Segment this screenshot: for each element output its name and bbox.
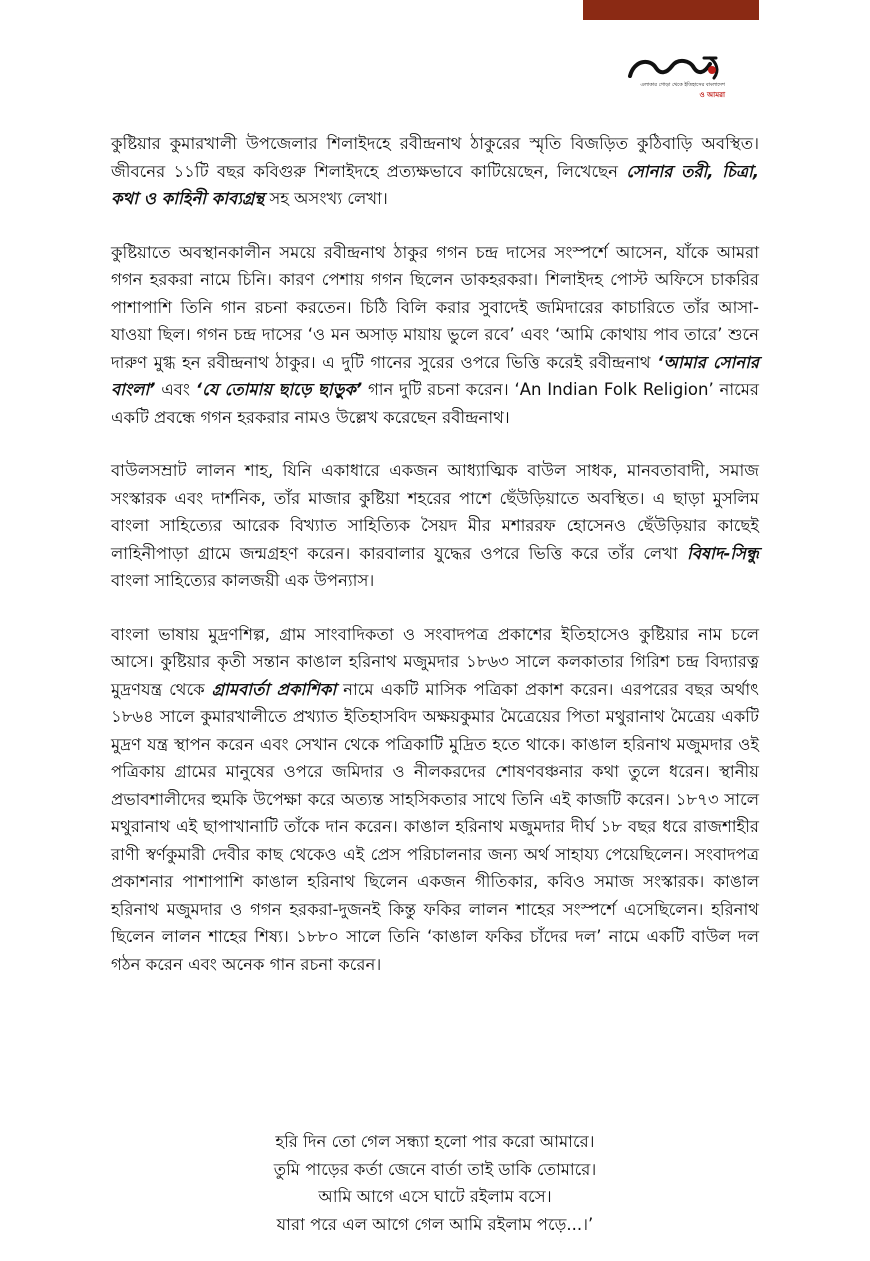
text-segment: বাংলা সাহিত্যের কালজয়ী এক উপন্যাস। — [111, 571, 375, 590]
text-segment: কুষ্টিয়াতে অবস্থানকালীন সময়ে রবীন্দ্রনাথ ঠাকুর গগন চন্দ্র দাসের সংস্পর্শে আসেন, যাঁকে আমরা গগন হরকরা নামে চিনি। কারণ পেশায় গগন ছিলেন ডাকহরকরা। শিলাইদহ পোস্ট অফিসে চাকরির পাশাপাশি তিনি গান রচনা করতেন। চিঠি বিলি করার সুবাদেই জমিদারের কাচারিতে তাঁর আসা-যাওয়া ছিল। গগন চন্দ্র দাসের ‘ও মন অসাড় মায়ায় ভুলে রবে’ এবং ‘আমি কোথায় পাব তারে’ শুনে দারুণ মুগ্ধ হন রবীন্দ্রনাথ ঠাকুর। এ দুটি গানের সুরের ওপরে ভিত্তি করেই রবীন্দ্রনাথ — [111, 242, 759, 372]
publisher-logo — [620, 52, 740, 108]
logo-brand: ও আমরা — [699, 91, 725, 99]
verse-line: তুমি পাড়ের কর্তা জেনে বার্তা তাই ডাকি তোমারে। — [273, 1159, 597, 1179]
logo-wordmark-icon — [620, 52, 740, 86]
paragraph — [111, 130, 759, 213]
paragraph — [111, 621, 759, 979]
verse-line: হরি দিন তো গেল সন্ধ্যা হলো পার করো আমারে। — [275, 1132, 595, 1151]
top-accent-bar — [583, 0, 759, 20]
text-segment: বাউলসম্রাট লালন শাহ, যিনি একাধারে একজন আধ্যাত্মিক বাউল সাধক, মানবতাবাদী, সমাজ সংস্কারক এবং দার্শনিক, তাঁর মাজার কুষ্টিয়া শহরের পাশে ছেঁউড়িয়াতে অবস্থিত। এ ছাড়া মুসলিম বাংলা সাহিত্যের আরেক বিখ্যাত সাহিত্যিক সৈয়দ মীর মশাররফ হোসেনও ছেঁউড়িয়ার কাছেই লাহিনীপাড়া গ্রামে জন্মগ্রহণ করেন। কারবালার যুদ্ধের ওপরে ভিত্তি করে তাঁর লেখা — [111, 461, 759, 563]
paragraph — [111, 457, 759, 595]
periodical-title: গ্রামবার্তা প্রকাশিকা — [211, 679, 337, 699]
text-segment: গান দুটি রচনা করেন। ‘An Indian Folk Religion’ নামের একটি প্রবন্ধে গগন হরকরার নামও উল্লেখ করেছেন রবীন্দ্রনাথ। — [111, 380, 760, 427]
text-segment: সহ অসংখ্য লেখা। — [264, 189, 388, 208]
verse-line: যারা পরে এল আগে গেল আমি রইলাম পড়ে...।’ — [276, 1214, 594, 1234]
song-title: ‘আমার সোনার বাংলা’ — [111, 352, 759, 399]
song-verse — [200, 1128, 670, 1238]
paragraph — [111, 239, 759, 432]
text-segment: বাংলা ভাষায় মুদ্রণশিল্প, গ্রাম সাংবাদিকতা ও সংবাদপত্র প্রকাশের ইতিহাসেও কুষ্টিয়ার নাম চলে আসে। কুষ্টিয়ার কৃতী সন্তান কাঙাল হরিনাথ মজুমদার ১৮৬৩ সালে কলকাতার গিরিশ চন্দ্র বিদ্যারত্ন মুদ্রণযন্ত্র থেকে — [111, 624, 759, 699]
book-titles: সোনার তরী, চিত্রা, কথা ও কাহিনী কাব্যগ্রন্থ — [111, 161, 759, 208]
novel-title: বিষাদ-সিন্ধু — [687, 543, 759, 563]
text-segment: এবং — [155, 380, 196, 399]
text-segment: নামে একটি মাসিক পত্রিকা প্রকাশ করেন। এরপরের বছর অর্থাৎ ১৮৬৪ সালে কুমারখালীতে প্রখ্যাত ইতিহাসবিদ অক্ষয়কুমার মৈত্রেয়ের পিতা মথুরানাথ মৈত্রেয় একটি মুদ্রণ যন্ত্র স্থাপন করেন এবং সেখান থেকে পত্রিকাটি মুদ্রিত হতে থাকে। কাঙাল হরিনাথ মজুমদার ওই পত্রিকায় গ্রামের মানুষের ওপরে জমিদার ও নীলকরদের শোষণবঞ্চনার কথা তুলে ধরেন। স্থানীয় প্রভাবশালীদের হুমকি উপেক্ষা করে অত্যন্ত সাহসিকতার সাথে তিনি এই কাজটি করেন। ১৮৭৩ সালে মথুরানাথ এই ছাপাখানাটি তাঁকে দান করেন। কাঙাল হরিনাথ মজুমদার দীর্ঘ ১৮ বছর ধরে রাজশাহীর রাণী স্বর্ণকুমারী দেবীর কাছ থেকেও এই প্রেস পরিচালনার জন্য অর্থ সাহায্য পেয়েছিলেন। সংবাদপত্র প্রকাশনার পাশাপাশি কাঙাল হরিনাথ ছিলেন একজন গীতিকার, কবিও সমাজ সংস্কারক। কাঙাল হরিনাথ মজুমদার ও গগন হরকরা-দুজনই কিন্তু ফকির লালন শাহের সংস্পর্শে এসেছিলেন। হরিনাথ ছিলেন লালন শাহের শিষ্য। ১৮৮০ সালে তিনি ‘কাঙাল ফকির চাঁদের দল’ নামে একটি বাউল দল গঠন করেন এবং অনেক গান রচনা করেন। — [111, 679, 759, 974]
logo-tagline: এলাকার গোড়া থেকে ইতিহাসের বাংলাদেশ — [640, 82, 725, 88]
article-body — [111, 130, 759, 1004]
song-title: ‘যে তোমায় ছাড়ে ছাড়ুক’ — [195, 380, 363, 399]
verse-line: আমি আগে এসে ঘাটে রইলাম বসে। — [318, 1187, 552, 1206]
text-segment: কুষ্টিয়ার কুমারখালী উপজেলার শিলাইদহে রবীন্দ্রনাথ ঠাকুরের স্মৃতি বিজড়িত কুঠিবাড়ি অবস্থিত। জীবনের ১১টি বছর কবিগুরু শিলাইদহে প্রত্যক্ষভাবে কাটিয়েছেন, লিখেছেন — [111, 134, 759, 181]
